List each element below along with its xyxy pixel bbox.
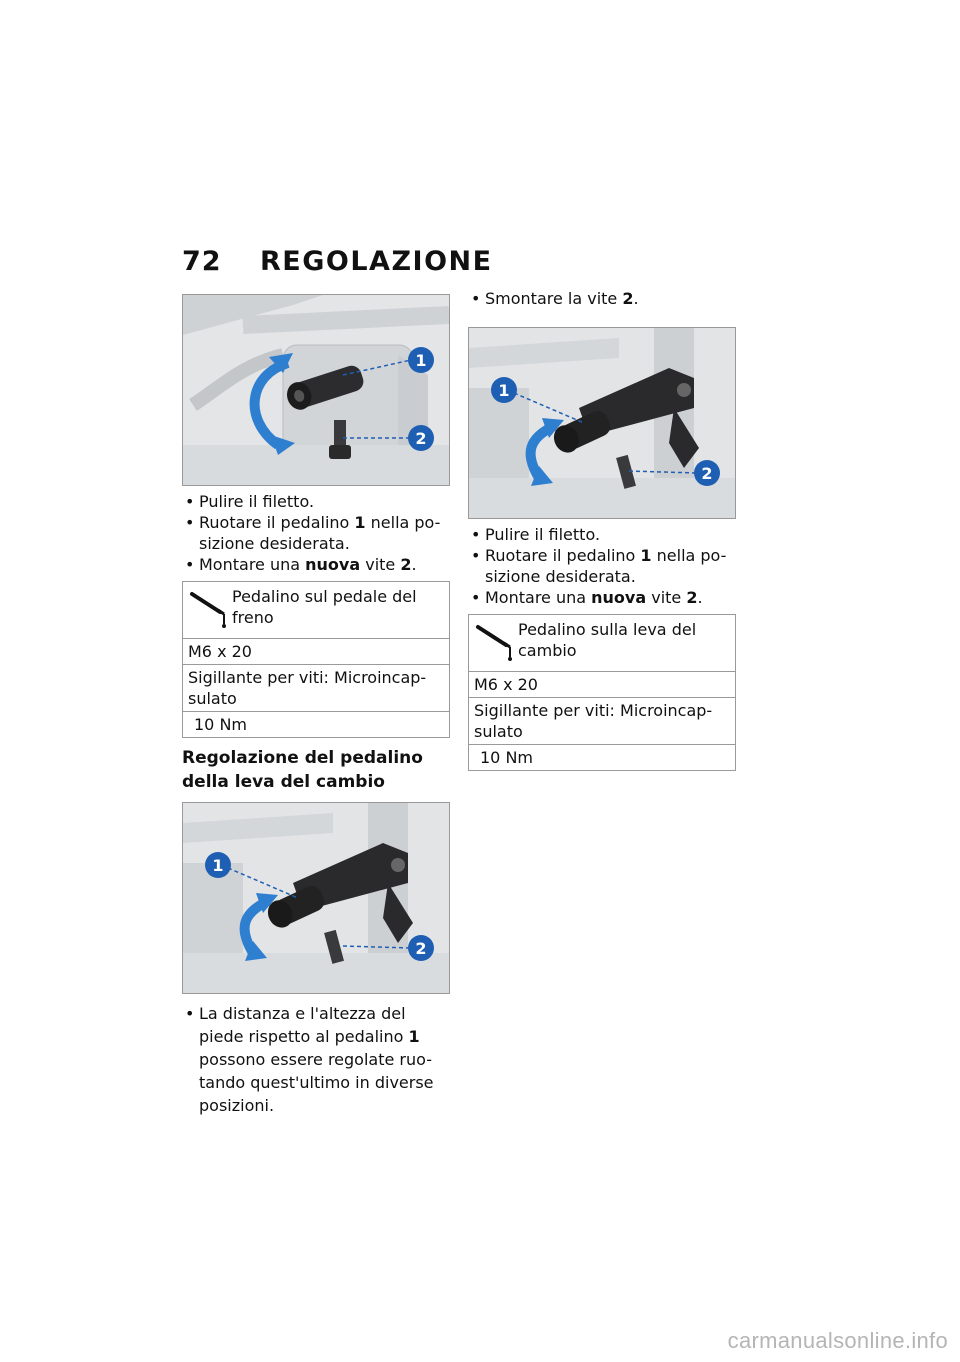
callout-ref: 2	[622, 289, 634, 308]
page-title: REGOLAZIONE	[260, 245, 493, 277]
callout-1-label: 1	[498, 381, 510, 400]
callout-ref: 1	[408, 1027, 420, 1046]
brake-pedal-illustration	[183, 295, 449, 485]
left-note-list	[182, 1002, 450, 1117]
left-steps-list	[182, 491, 450, 575]
spec-torque: 10 Nm	[183, 711, 449, 737]
step-rotate-peg	[468, 545, 736, 587]
spec-name: Pedalino sulla leva del cambio	[518, 620, 697, 660]
step-text: Montare una	[199, 555, 306, 574]
right-steps-list	[468, 524, 736, 608]
step-text: Ruotare il pedalino	[485, 546, 641, 565]
watermark: carmanualsonline.info	[727, 1328, 948, 1353]
shift-lever-removed-figure	[468, 327, 736, 519]
spec-sealant: Sigillante per viti: Microincap- sulato	[469, 697, 735, 744]
emphasis: nuova	[591, 588, 647, 607]
step-text: vite	[646, 588, 687, 607]
spec-header	[183, 582, 449, 638]
step-fit-screw	[182, 554, 450, 575]
step-fit-screw	[468, 587, 736, 608]
callout-ref: 1	[354, 513, 366, 532]
callout-1-label: 1	[415, 351, 427, 370]
step-text: Montare una	[485, 588, 592, 607]
note-text: La distanza e l'altezza del piede rispetto al pedalino	[199, 1004, 409, 1046]
emphasis: nuova	[305, 555, 361, 574]
shift-lever-figure	[182, 802, 450, 994]
step-text: vite	[360, 555, 401, 574]
callout-2-label: 2	[415, 429, 427, 448]
note-text: possono essere regolate ruo- tando quest'ultimo in diverse posizioni.	[199, 1050, 434, 1115]
callout-1-label: 1	[212, 856, 224, 875]
step-text: nella po- sizione desiderata.	[199, 513, 441, 553]
brake-spec-table	[182, 581, 450, 738]
step-text: .	[633, 289, 639, 308]
step-text: Pulire il filetto.	[485, 525, 601, 544]
left-column	[182, 294, 450, 1117]
spec-header	[469, 615, 735, 671]
step-text: Smontare la vite	[485, 289, 623, 308]
step-clean-thread	[182, 491, 450, 512]
adjustment-note	[182, 1002, 450, 1117]
spec-name: Pedalino sul pedale del freno	[232, 587, 417, 627]
step-text: Ruotare il pedalino	[199, 513, 355, 532]
brake-pedal-figure	[182, 294, 450, 486]
spec-torque: 10 Nm	[469, 744, 735, 770]
shift-lever-illustration	[183, 803, 449, 993]
step-text: Pulire il filetto.	[199, 492, 315, 511]
shift-lever-removed-illustration	[469, 328, 735, 518]
step-clean-thread	[468, 524, 736, 545]
callout-2-label: 2	[701, 464, 713, 483]
step-text: nella po- sizione desiderata.	[485, 546, 727, 586]
callout-2-label: 2	[415, 939, 427, 958]
step-text: .	[697, 588, 703, 607]
torque-wrench-icon	[474, 619, 518, 665]
step-text: .	[411, 555, 417, 574]
shift-spec-table	[468, 614, 736, 771]
page-number: 72	[182, 245, 222, 277]
section-heading: Regolazione del pedalino della leva del cambio	[182, 748, 423, 792]
torque-wrench-icon	[188, 586, 232, 632]
step-rotate-peg	[182, 512, 450, 554]
callout-ref: 2	[686, 588, 698, 607]
callout-ref: 1	[640, 546, 652, 565]
right-remove-step	[468, 288, 736, 309]
spec-bolt: M6 x 20	[183, 638, 449, 664]
callout-ref: 2	[400, 555, 412, 574]
page-header	[182, 244, 493, 278]
spec-bolt: M6 x 20	[469, 671, 735, 697]
step-remove-screw	[468, 288, 736, 309]
spec-sealant: Sigillante per viti: Microincap- sulato	[183, 664, 449, 711]
right-column	[468, 288, 736, 771]
